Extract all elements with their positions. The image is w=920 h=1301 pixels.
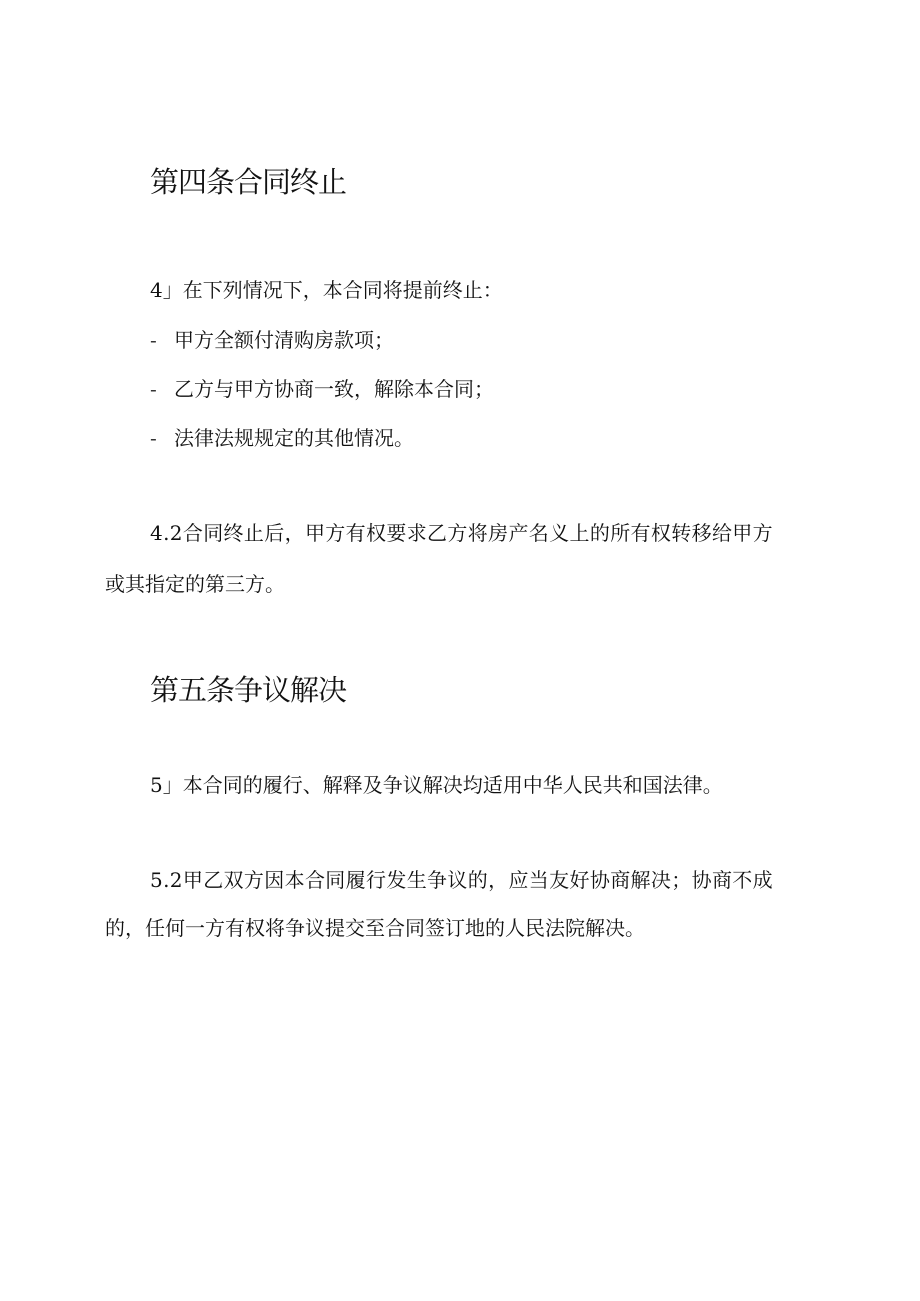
list-item <box>150 379 494 399</box>
clause-5-1-line-1: 5」本合同的履行、解释及争议解决均适用中华人民共和国法律。 <box>150 773 723 797</box>
bullet-dash: - <box>150 426 157 450</box>
clause-4-1-lead: 4」在下列情况下，本合同将提前终止： <box>150 278 503 302</box>
list-item <box>150 330 394 350</box>
bullet-dash: - <box>150 377 157 401</box>
section-4-title: 第四条合同终止 <box>150 165 347 199</box>
section-5-title: 第五条争议解决 <box>150 673 347 707</box>
list-item-text: 甲方全额付清购房款项； <box>174 328 394 352</box>
list-item-text: 乙方与甲方协商一致，解除本合同； <box>174 377 494 401</box>
list-item <box>150 428 414 448</box>
clause-5-2-line-1: 5.2甲乙双方因本合同履行发生争议的，应当友好协商解决；协商不成 <box>150 868 774 892</box>
clause-5-2-line-2: 的，任何一方有权将争议提交至合同签订地的人民法院解决。 <box>105 916 645 940</box>
list-item-text: 法律法规规定的其他情况。 <box>174 426 414 450</box>
bullet-dash: - <box>150 328 157 352</box>
clause-4-2-line-1: 4.2合同终止后，甲方有权要求乙方将房产名义上的所有权转移给甲方 <box>150 521 774 545</box>
clause-4-2-line-2: 或其指定的第三方。 <box>105 572 285 596</box>
